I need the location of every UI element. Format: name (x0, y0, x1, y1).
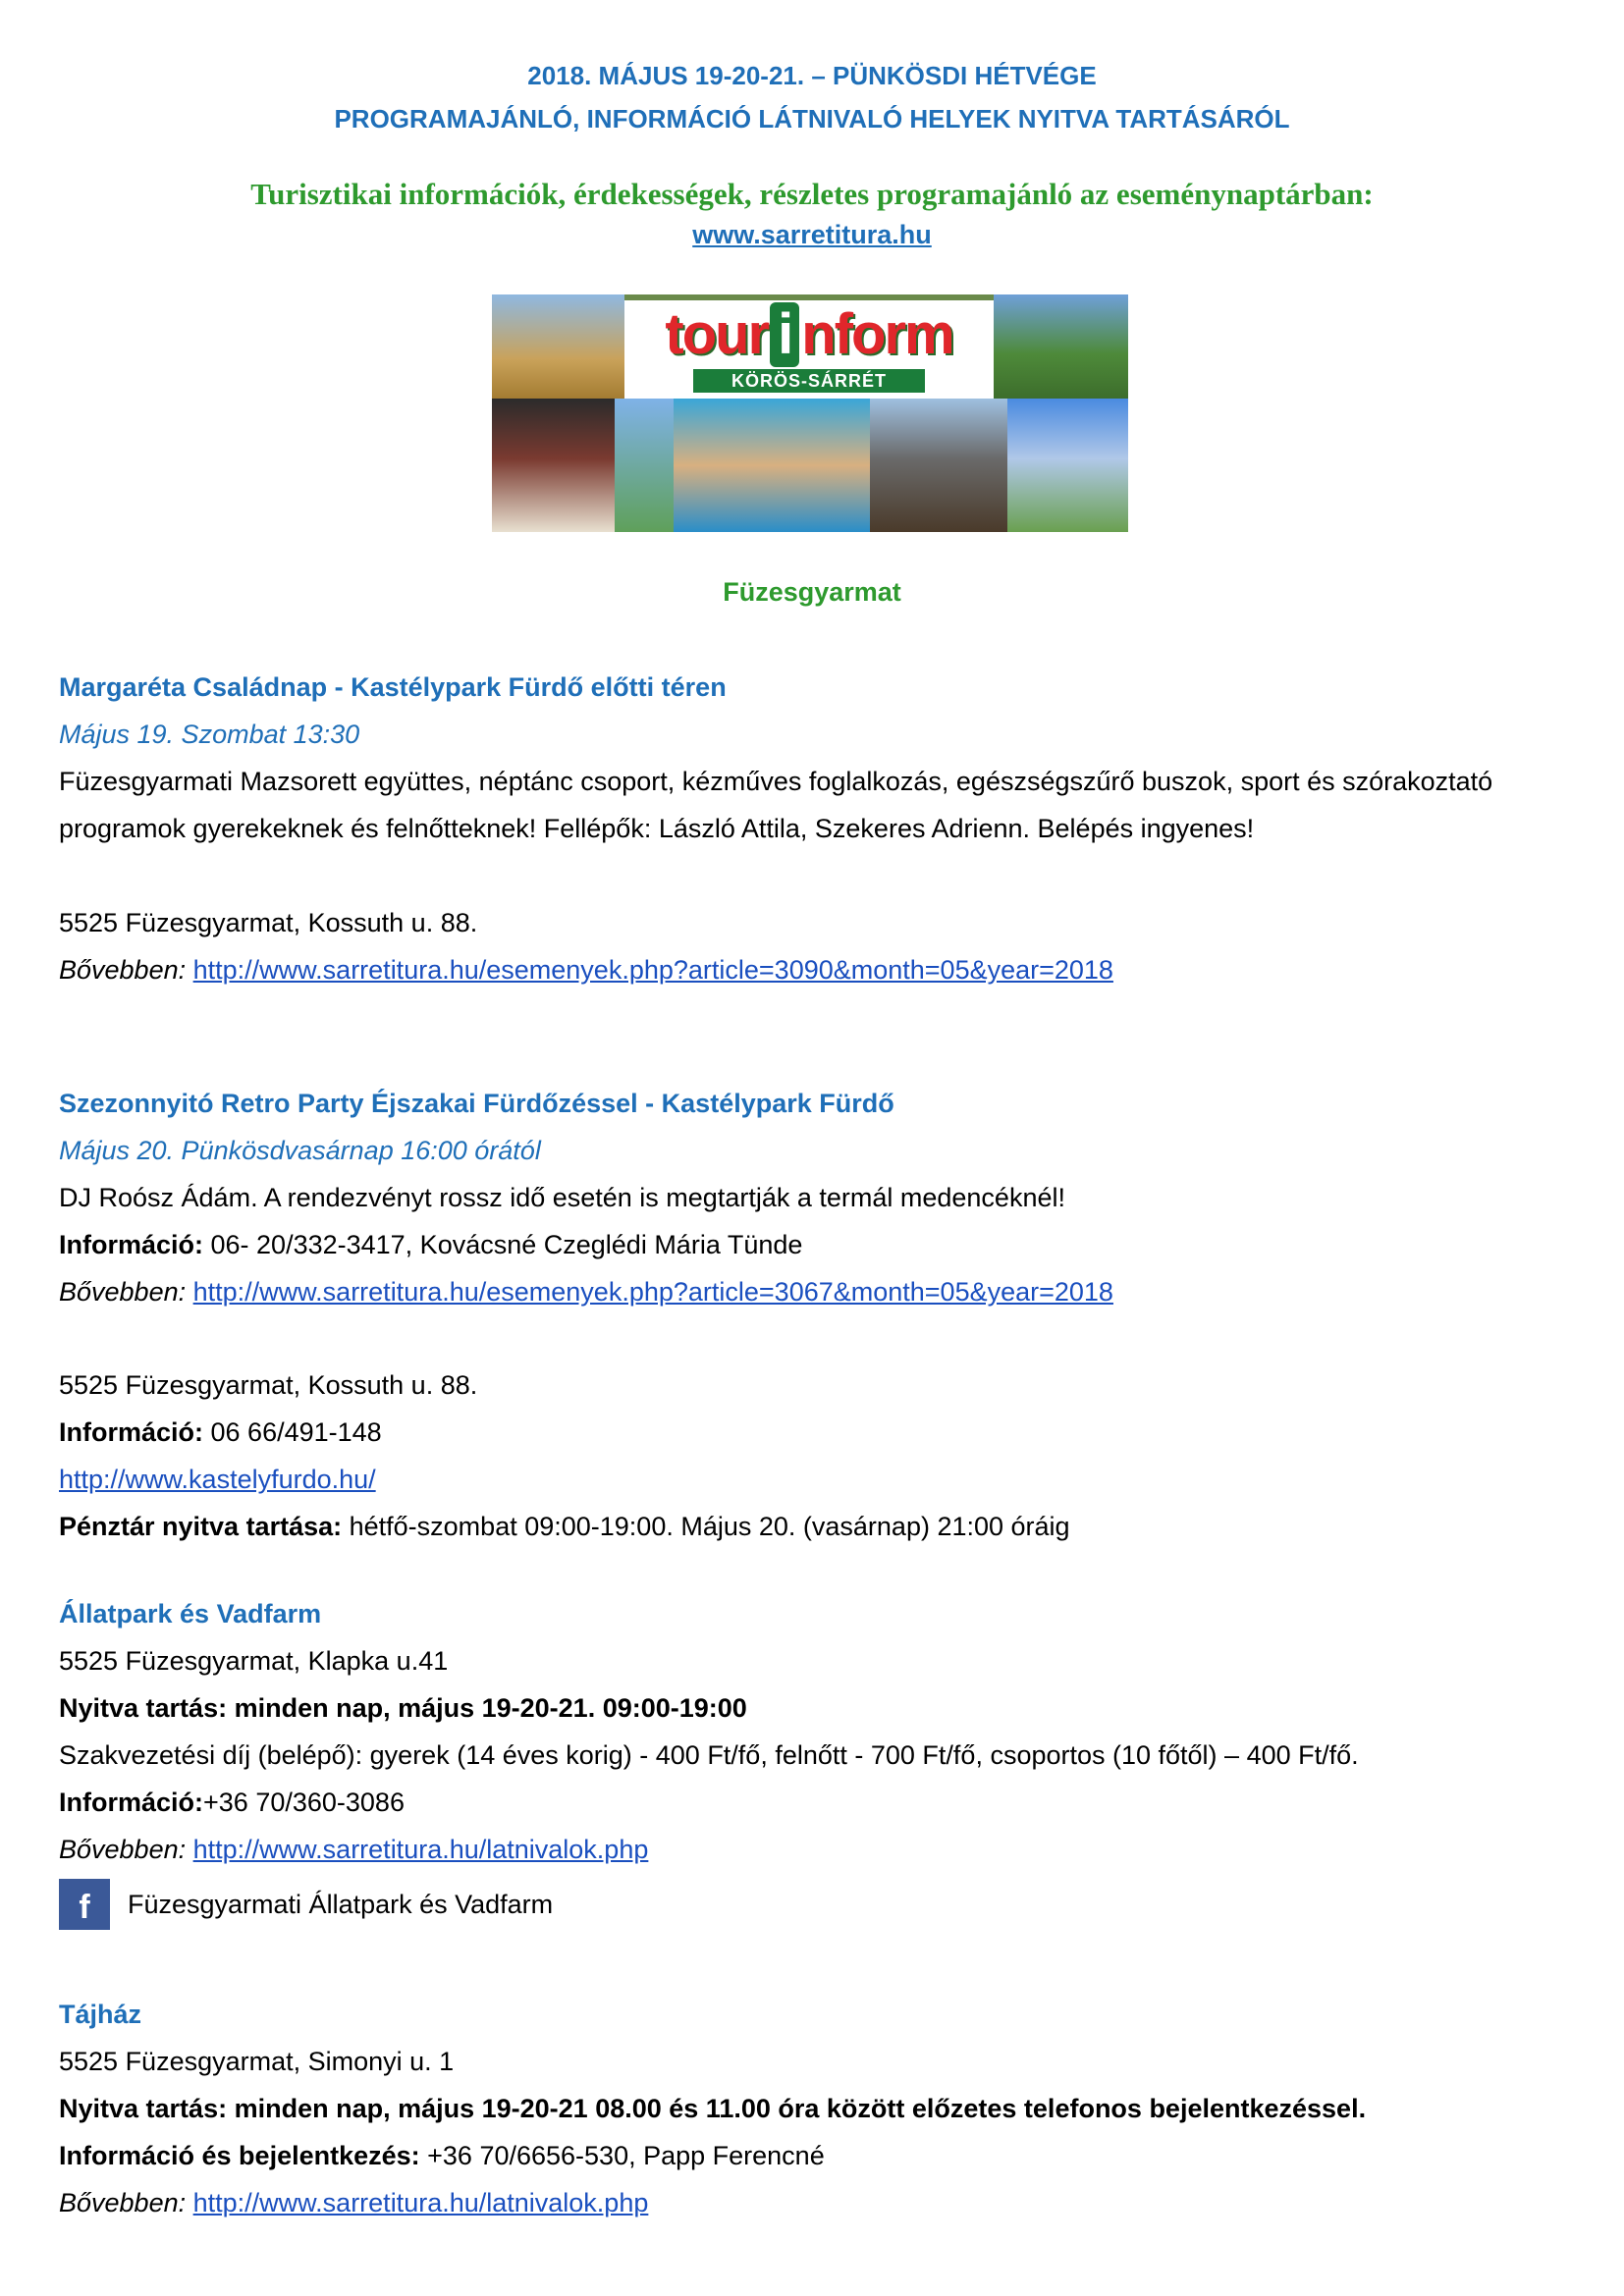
event-address: 5525 Füzesgyarmat, Kossuth u. 88. (59, 1370, 478, 1400)
event-date: Május 20. Pünkösdvasárnap 16:00 órától (59, 1136, 541, 1165)
tourinform-banner (492, 294, 1128, 532)
event-date: Május 19. Szombat 13:30 (59, 720, 360, 749)
cashier-value: hétfő-szombat 09:00-19:00. Május 20. (vasárnap) 21:00 óráig (342, 1512, 1070, 1541)
banner-photo-cyclists (994, 294, 1128, 402)
more-info-row (59, 1826, 1571, 1873)
more-link[interactable]: http://www.sarretitura.hu/latnivalok.php (192, 2188, 649, 2217)
header-line-2: PROGRAMAJÁNLÓ, INFORMÁCIÓ LÁTNIVALÓ HELYEK NYITVA TARTÁSÁRÓL (334, 104, 1290, 133)
info-row-2 (59, 1409, 1571, 1456)
fee-info: Szakvezetési díj (belépő): gyerek (14 éves korig) - 400 Ft/fő, felnőtt - 700 Ft/fő, csoportos (10 főtől) – 400 Ft/fő. (59, 1740, 1359, 1770)
info-row (59, 2132, 1571, 2179)
logo-subtitle: KÖRÖS-SÁRRÉT (693, 369, 925, 393)
cashier-hours-row (59, 1503, 1571, 1550)
event-address: 5525 Füzesgyarmat, Klapka u.41 (59, 1646, 449, 1676)
event-title: Margaréta Családnap - Kastélypark Fürdő előtti téren (59, 672, 727, 702)
header-line-1: 2018. MÁJUS 19-20-21. – PÜNKÖSDI HÉTVÉGE (527, 61, 1097, 90)
opening-hours: Nyitva tartás: minden nap, május 19-20-21. 09:00-19:00 (59, 1693, 747, 1723)
info-label: Információ: (59, 1230, 204, 1259)
site-link[interactable]: www.sarretitura.hu (692, 220, 932, 249)
web-link[interactable]: http://www.kastelyfurdo.hu/ (59, 1465, 376, 1494)
cashier-label: Pénztár nyitva tartása: (59, 1512, 343, 1541)
tourinform-logo (624, 300, 994, 399)
more-label: Bővebben: (59, 1835, 187, 1864)
more-link[interactable]: http://www.sarretitura.hu/esemenyek.php?article=3067&month=05&year=2018 (192, 1277, 1113, 1307)
tagline: Turisztikai információk, érdekességek, részletes programajánló az eseménynaptárban: (250, 177, 1374, 211)
info-row (59, 1779, 1571, 1826)
more-info-row (59, 1268, 1571, 1315)
facebook-page-name: Füzesgyarmati Állatpark és Vadfarm (128, 1889, 554, 1919)
info-label: Információ és bejelentkezés: (59, 2141, 420, 2170)
more-label: Bővebben: (59, 2188, 187, 2217)
more-info-row (59, 2179, 1571, 2226)
info-value: +36 70/6656-530, Papp Ferencné (419, 2141, 825, 2170)
event-description: Füzesgyarmati Mazsorett együttes, néptánc csoport, kézműves foglalkozás, egészségszűrő buszok, sport és szórakoztató programok gyerekeknek és felnőtteknek! Fellépők: László Attila, Szekeres Adrienn. Belépés ingyenes! (59, 767, 1493, 843)
event-tajhaz (59, 1991, 1571, 2226)
info-label: Információ: (59, 1417, 204, 1447)
banner-photo-church (1007, 399, 1128, 532)
event-address: 5525 Füzesgyarmat, Simonyi u. 1 (59, 2047, 455, 2076)
event-address: 5525 Füzesgyarmat, Kossuth u. 88. (59, 908, 478, 937)
facebook-row[interactable] (59, 1873, 1571, 1936)
info-label: Információ: (59, 1788, 204, 1817)
info-value: 06- 20/332-3417, Kovácsné Czeglédi Mária Tünde (203, 1230, 803, 1259)
banner-photo-bath (674, 399, 870, 532)
facebook-icon[interactable]: f (59, 1879, 110, 1930)
town-heading: Füzesgyarmat (723, 577, 901, 607)
more-link[interactable]: http://www.sarretitura.hu/latnivalok.php (192, 1835, 649, 1864)
event-title: Állatpark és Vadfarm (59, 1599, 322, 1629)
more-label: Bővebben: (59, 955, 187, 985)
event-margareta (59, 664, 1571, 993)
event-title: Tájház (59, 2000, 142, 2029)
opening-hours: Nyitva tartás: minden nap, május 19-20-21 08.00 és 11.00 óra között előzetes telefonos bejelentkezéssel. (59, 2094, 1367, 2123)
event-title: Szezonnyitó Retro Party Éjszakai Fürdőzéssel - Kastélypark Fürdő (59, 1089, 894, 1118)
info-value: +36 70/360-3086 (203, 1788, 405, 1817)
banner-photo-hay (492, 294, 624, 402)
event-retro-party (59, 1080, 1571, 1550)
more-link[interactable]: http://www.sarretitura.hu/esemenyek.php?article=3090&month=05&year=2018 (192, 955, 1113, 985)
event-allatpark (59, 1590, 1571, 1936)
info-row (59, 1221, 1571, 1268)
event-description: DJ Roósz Ádám. A rendezvényt rossz idő esetén is megtartják a termál medencéknél! (59, 1183, 1065, 1212)
more-info-row (59, 946, 1571, 993)
info-value: 06 66/491-148 (203, 1417, 382, 1447)
logo-wordmark: tour i nform (665, 302, 953, 366)
web-row (59, 1456, 1571, 1503)
banner-photo-carriage (870, 399, 1007, 532)
more-label: Bővebben: (59, 1277, 187, 1307)
banner-photo-sky (615, 399, 674, 532)
